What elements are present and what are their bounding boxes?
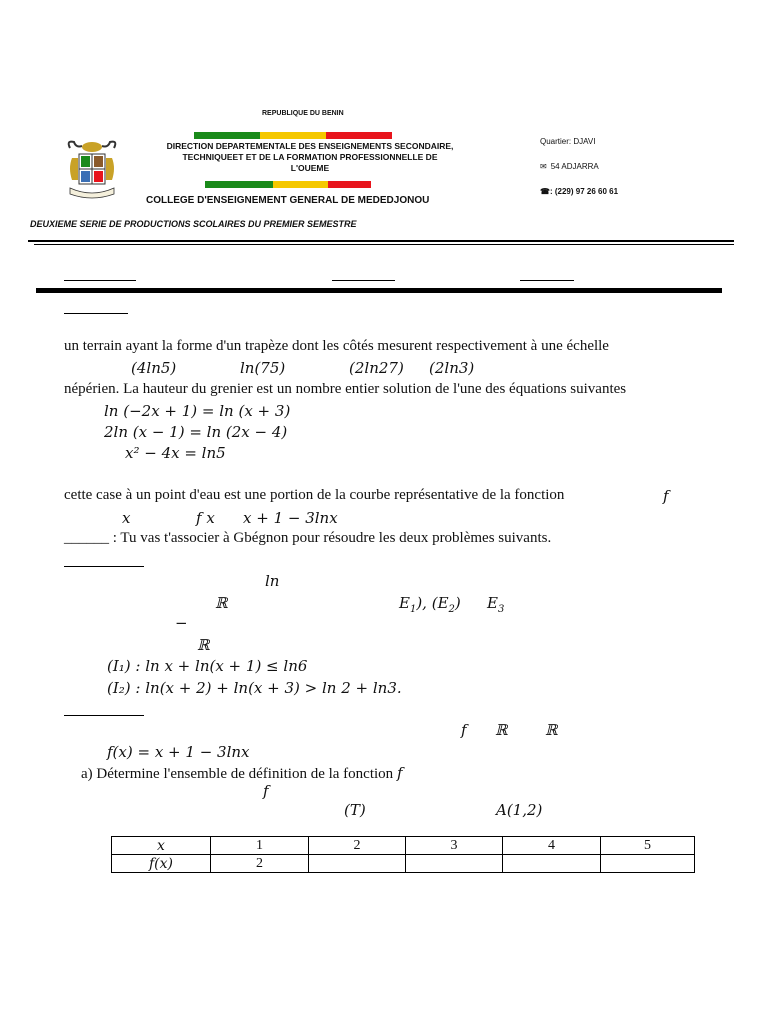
inequality-1: (I₁) : ln x + ln(x + 1) ≤ ln6 — [107, 657, 308, 675]
table-cell — [601, 855, 695, 873]
function-definition: f(x) = x + 1 − 3lnx — [107, 743, 250, 761]
flag-stripe-top — [194, 132, 392, 139]
mailbox-line: ✉ 54 ADJARRA — [540, 162, 599, 171]
part2-codomain-set: ℝ — [545, 721, 558, 739]
college-name: COLLEGE D'ENSEIGNEMENT GENERAL DE MEDEDJONOU — [146, 195, 430, 206]
map-x: x — [122, 509, 131, 527]
table-row — [112, 855, 695, 873]
part1-minus: − — [175, 614, 188, 632]
address-line: Quartier: DJAVI — [540, 137, 596, 146]
table-cell: 5 — [601, 837, 695, 855]
blank-line-1 — [64, 280, 136, 281]
table-cell — [503, 855, 601, 873]
part1-real-set: ℝ — [215, 594, 228, 612]
side-4: (2ln3) — [429, 359, 475, 377]
table-cell: 2 — [211, 855, 309, 873]
table-cell — [406, 855, 503, 873]
curve-f: f — [663, 487, 669, 505]
table-cell: 1 — [211, 837, 309, 855]
header-divider-thin-2 — [34, 244, 734, 245]
section-divider-thick — [36, 288, 722, 293]
table-cell: x — [112, 837, 211, 855]
blank-line-2 — [332, 280, 395, 281]
map-expression: x + 1 − 3lnx — [243, 509, 338, 527]
table-cell: 4 — [503, 837, 601, 855]
problem-line-3: népérien. La hauteur du grenier est un nombre entier solution de l'une des équations suivantes — [64, 381, 627, 397]
values-table — [111, 836, 695, 873]
side-3: (2ln27) — [349, 359, 404, 377]
side-1: (4ln5) — [131, 359, 177, 377]
phone-line: ☎: (229) 97 26 60 61 — [540, 187, 619, 196]
side-2: ln(75) — [240, 359, 286, 377]
question-f: f — [263, 782, 269, 800]
blank-line-part2 — [64, 715, 144, 716]
map-fx: f x — [196, 509, 215, 527]
table-cell: 2 — [309, 837, 406, 855]
point-label: A(1,2) — [496, 801, 543, 819]
curve-line: cette case à un point d'eau est une portion de la courbe représentative de la fonction — [64, 487, 565, 503]
table-cell: 3 — [406, 837, 503, 855]
coat-of-arms-emblem — [64, 138, 120, 204]
part1-e3: $E_3$ — [487, 594, 505, 615]
direction-title: DIRECTION DEPARTEMENTALE DES ENSEIGNEMENTS SECONDAIRE, TECHNIQUEET ET DE LA FORMATION PROFESSIONNELLE DE L'OUEME — [166, 141, 454, 173]
task-line: ______ : Tu vas t'associer à Gbégnon pour résoudre les deux problèmes suivants. — [64, 530, 552, 546]
part1-equations: $E_1$), $(E_2)$ — [399, 594, 461, 615]
table-cell: f(x) — [112, 855, 211, 873]
republic-title: REPUBLIQUE DU BENIN — [262, 110, 344, 117]
table-row — [112, 837, 695, 855]
series-title: DEUXIEME SERIE DE PRODUCTIONS SCOLAIRES DU PREMIER SEMESTRE — [30, 219, 357, 229]
blank-line-3 — [520, 280, 574, 281]
table-cell — [309, 855, 406, 873]
tangent-label: (T) — [344, 801, 366, 819]
problem-line-1: un terrain ayant la forme d'un trapèze dont les côtés mesurent respectivement à une échelle — [64, 338, 609, 354]
question-a: a) Détermine l'ensemble de définition de la fonction f — [81, 764, 403, 782]
part2-f: f — [461, 721, 467, 739]
mail-icon: ✉ — [540, 162, 547, 171]
equation-1: ln (−2x + 1) = ln (x + 3) — [104, 402, 291, 420]
phone-icon: ☎ — [540, 187, 550, 196]
part1-real-set-2: ℝ — [197, 636, 210, 654]
part2-domain-set: ℝ — [495, 721, 508, 739]
header-divider-thin — [28, 240, 734, 242]
blank-line-situation — [64, 313, 128, 314]
part1-ln: ln — [265, 572, 280, 590]
blank-line-part1 — [64, 566, 144, 567]
inequality-2: (I₂) : ln(x + 2) + ln(x + 3) > ln 2 + ln3. — [107, 679, 402, 697]
equation-3: x² − 4x = ln5 — [125, 444, 226, 462]
equation-2: 2ln (x − 1) = ln (2x − 4) — [104, 423, 288, 441]
flag-stripe-bottom — [205, 181, 371, 188]
